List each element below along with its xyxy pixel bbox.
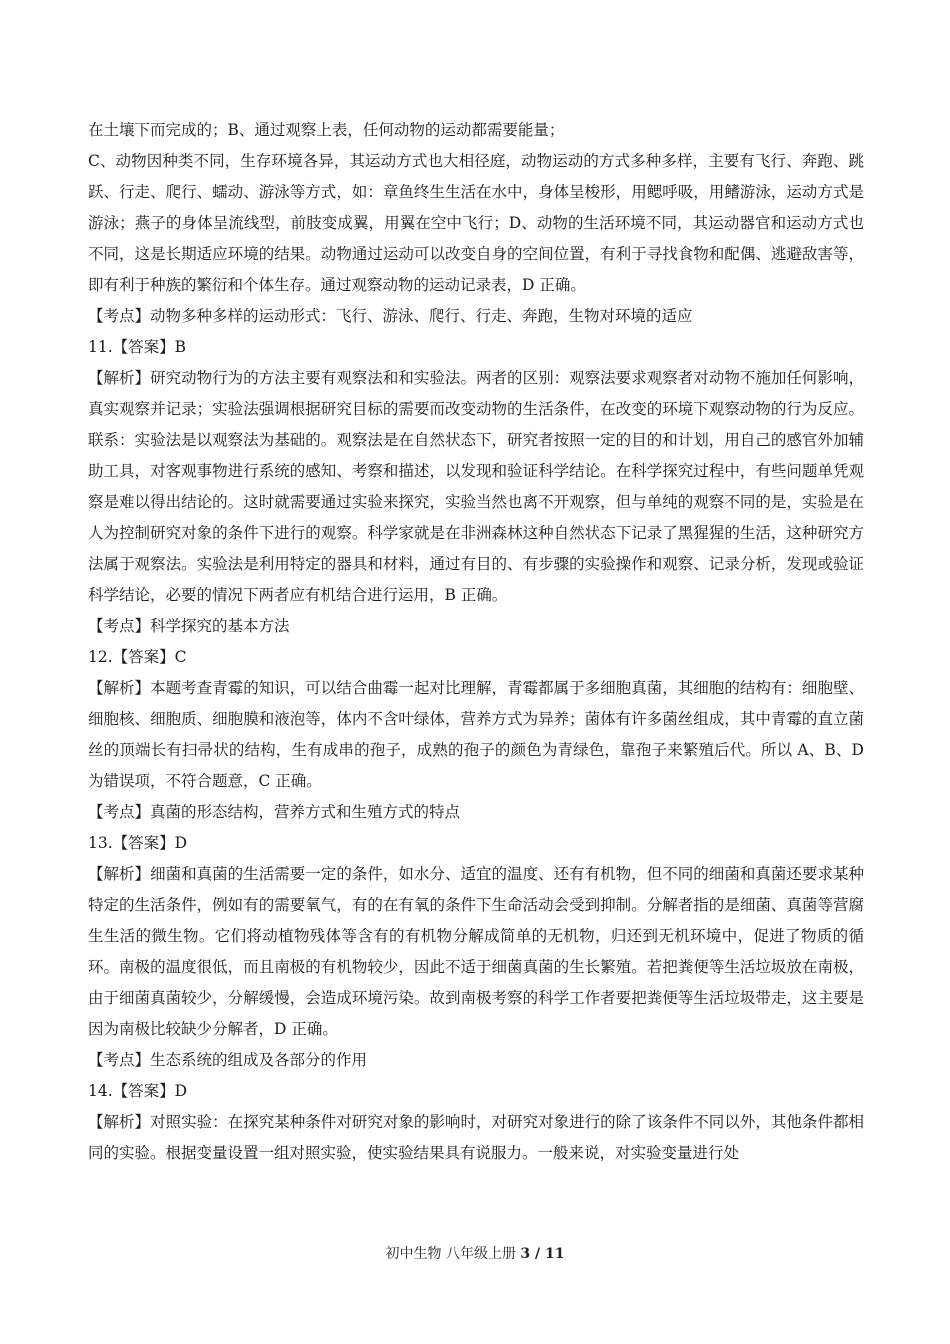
answer-heading: 11.【答案】B [88, 338, 187, 356]
paragraph: 在土壤下而完成的；B、通过观察上表，任何动物的运动都需要能量； [88, 121, 565, 139]
key-point: 【考点】真菌的形态结构，营养方式和生殖方式的特点 [88, 803, 461, 821]
answer-heading: 14.【答案】D [88, 1082, 188, 1100]
page-number: 3 / 11 [520, 1246, 565, 1262]
key-point: 【考点】科学探究的基本方法 [88, 617, 290, 635]
answer-heading: 13.【答案】D [88, 834, 188, 852]
analysis: 【解析】研究动物行为的方法主要有观察法和和实验法。两者的区别：观察法要求观察者对动物不施加任何影响，真实观察并记录；实验法强调根据研究目标的需要而改变动物的生活条件，在改变的环境下观察动物的行为反应。联系：实验法是以观察法为基础的。观察法是在自然状态下，研究者按照一定的目的和计划，用自己的感官外加辅助工具，对客观事物进行系统的感知、考察和描述，以发现和验证科学结论。在科学探究过程中，有些问题单凭观察是难以得出结论的。这时就需要通过实验来探究，实验当然也离不开观察，但与单纯的观察不同的是，实验是在人为控制研究对象的条件下进行的观察。科学家就是在非洲森林这种自然状态下记录了黑猩猩的生活，这种研究方法属于观察法。实验法是利用特定的器具和材料，通过有目的、有步骤的实验操作和观察、记录分析，发现或验证科学结论，必要的情况下两者应有机结合进行运用，B 正确。 [88, 369, 864, 604]
answer-heading: 12.【答案】C [88, 648, 187, 666]
answer-content [88, 115, 864, 1169]
footer-label: 初中生物 八年级上册 [385, 1246, 521, 1262]
analysis: 【解析】对照实验：在探究某种条件对研究对象的影响时，对研究对象进行的除了该条件不同以外，其他条件都相同的实验。根据变量设置一组对照实验，使实验结果具有说服力。一般来说，对实验变量进行处 [88, 1113, 864, 1162]
analysis: 【解析】本题考查青霉的知识，可以结合曲霉一起对比理解，青霉都属于多细胞真菌，其细胞的结构有：细胞壁、细胞核、细胞质、细胞膜和液泡等，体内不含叶绿体，营养方式为异养；菌体有许多菌丝组成，其中青霉的直立菌丝的顶端长有扫帚状的结构，生有成串的孢子，成熟的孢子的颜色为青绿色，靠孢子来繁殖后代。所以 A、B、D 为错误项，不符合题意，C 正确。 [88, 679, 864, 790]
page-footer [0, 1243, 950, 1263]
analysis: 【解析】细菌和真菌的生活需要一定的条件，如水分、适宜的温度、还有有机物，但不同的细菌和真菌还要求某种特定的生活条件，例如有的需要氧气，有的在有氧的条件下生命活动会受到抑制。分解者指的是细菌、真菌等营腐生生活的微生物。它们将动植物残体等含有的有机物分解成简单的无机物，归还到无机环境中，促进了物质的循环。南极的温度很低，而且南极的有机物较少，因此不适于细菌真菌的生长繁殖。若把粪便等生活垃圾放在南极，由于细菌真菌较少，分解缓慢，会造成环境污染。故到南极考察的科学工作者要把粪便等生活垃圾带走，这主要是因为南极比较缺少分解者，D 正确。 [88, 865, 864, 1038]
key-point: 【考点】生态系统的组成及各部分的作用 [88, 1051, 368, 1069]
paragraph: C、动物因种类不同，生存环境各异，其运动方式也大相径庭，动物运动的方式多种多样，主要有飞行、奔跑、跳跃、行走、爬行、蠕动、游泳等方式，如：章鱼终生生活在水中，身体呈梭形，用鳃呼吸，用鳍游泳，运动方式是游泳；燕子的身体呈流线型，前肢变成翼，用翼在空中飞行；D、动物的生活环境不同，其运动器官和运动方式也不同，这是长期适应环境的结果。动物通过运动可以改变自身的空间位置，有利于寻找食物和配偶、逃避敌害等，即有利于种族的繁衍和个体生存。通过观察动物的运动记录表，D 正确。 [88, 152, 864, 294]
key-point: 【考点】动物多种多样的运动形式：飞行、游泳、爬行、行走、奔跑，生物对环境的适应 [88, 307, 693, 325]
